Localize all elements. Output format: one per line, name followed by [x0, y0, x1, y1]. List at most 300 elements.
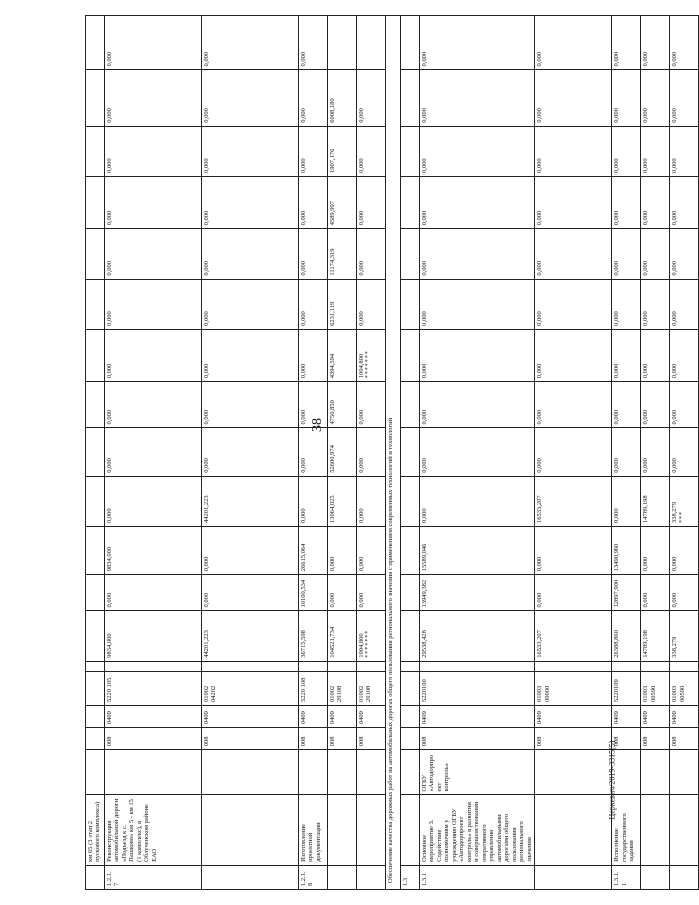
executor-cell	[612, 750, 641, 795]
vr-code-cell	[401, 661, 420, 671]
table-row	[670, 16, 699, 890]
value-cell	[105, 575, 202, 611]
value-cell	[535, 279, 612, 329]
executor-cell	[86, 750, 105, 795]
value-cell	[357, 476, 386, 526]
value-cell	[420, 126, 535, 176]
grbs-code-cell	[86, 728, 105, 750]
value-cell	[641, 575, 670, 611]
value-cell	[328, 382, 357, 428]
value-text: 0,000	[613, 409, 621, 425]
value-text: 4394,594	[329, 353, 336, 379]
value-cell	[670, 329, 699, 381]
value-text: 0,000	[642, 51, 650, 67]
value-text: 14789,198	[642, 495, 650, 523]
value-text: 0,000	[671, 363, 679, 379]
rzpr-code-cell: 0409	[612, 705, 641, 727]
value-cell	[202, 527, 299, 575]
grbs-code-cell: 008	[299, 728, 328, 750]
value-text: 0,000	[671, 311, 679, 326]
value-cell	[202, 229, 299, 279]
value-cell	[328, 329, 357, 381]
value-cell	[202, 575, 299, 611]
table-row	[202, 16, 299, 890]
value-cell	[535, 16, 612, 70]
vr-code-cell	[86, 661, 105, 671]
csr-code-cell	[86, 671, 105, 705]
value-cell	[299, 16, 328, 70]
grbs-code-cell: 008	[641, 728, 670, 750]
value-text: 16533,207	[536, 495, 544, 523]
grbs-code-cell: 008	[328, 728, 357, 750]
value-text: 0,000	[203, 409, 210, 425]
value-text: 0,000	[300, 311, 307, 326]
vr-code-cell	[670, 661, 699, 671]
row-name-cell: Основное мероприятие 3. Содействие полномочиям у учреждению ОГБУ «Автодорпроект контроль» в развитии и совершенствовании оперативного управления автомобильными дорогами общего пользования регионального значения	[420, 795, 535, 865]
value-cell	[357, 177, 386, 229]
value-cell	[86, 70, 105, 126]
value-cell	[641, 229, 670, 279]
value-text: 338,279	[671, 636, 679, 658]
grbs-code-cell: 008	[202, 728, 299, 750]
value-text: 0,000	[300, 508, 307, 523]
value-cell	[105, 177, 202, 229]
value-cell	[357, 70, 386, 126]
value-text: 0,000	[671, 158, 679, 174]
value-cell	[401, 476, 420, 526]
value-text: 0,000	[106, 508, 113, 523]
row-id-cell: 1.3.1	[420, 865, 535, 889]
value-text: 0,000	[300, 210, 307, 226]
value-cell	[535, 329, 612, 381]
value-cell	[357, 575, 386, 611]
value-cell	[401, 428, 420, 476]
executor-cell: ОГБУ «Автодорпроект контроль»	[420, 750, 535, 795]
table-row	[641, 16, 670, 890]
value-cell	[641, 126, 670, 176]
value-cell	[105, 126, 202, 176]
value-cell	[612, 527, 641, 575]
value-text: 36715,598	[300, 630, 307, 658]
value-text: 0,000	[613, 311, 621, 326]
csr-code-cell: 01003 00000	[535, 671, 612, 705]
row-id-cell	[86, 865, 105, 889]
grbs-code-cell: 008	[420, 728, 535, 750]
value-text: 0,000	[642, 158, 650, 174]
value-text: 13949,382	[421, 579, 428, 608]
rzpr-code-cell: 0409	[641, 705, 670, 727]
value-cell	[202, 70, 299, 126]
value-text: 0,000	[300, 261, 307, 276]
value-cell	[105, 428, 202, 476]
value-text: 0,000	[106, 592, 113, 608]
table-row	[86, 16, 105, 890]
row-name-cell: км 65 (3 этап 2 пускового комплекса)	[86, 795, 105, 865]
table-body	[86, 16, 699, 890]
value-text: 0,000	[203, 592, 210, 608]
value-text: 0,000	[536, 158, 544, 174]
value-cell	[612, 611, 641, 661]
value-text: 0,000	[358, 409, 365, 425]
value-cell	[535, 575, 612, 611]
value-cell	[105, 527, 202, 575]
row-name-cell	[641, 795, 670, 865]
table-row	[299, 16, 328, 890]
value-text: 0,000	[613, 363, 621, 379]
value-cell	[357, 229, 386, 279]
value-text: 104521,734	[329, 626, 336, 658]
value-cell	[328, 126, 357, 176]
value-cell	[86, 428, 105, 476]
value-cell	[612, 126, 641, 176]
value-text: 0,000	[671, 108, 679, 123]
csr-code-cell: 01003 00590	[641, 671, 670, 705]
value-text: 0,000	[421, 458, 428, 473]
value-text: 0,000	[613, 158, 621, 174]
row-name-cell: Реконструкция автомобильной дороги «Подъезд к с. Пашково» км 5 - км 15 (1 комплекс), в Облученском районе ЕАО	[105, 795, 202, 865]
value-text: 0,000	[421, 508, 428, 523]
value-cell	[105, 476, 202, 526]
grbs-code-cell: 008	[612, 728, 641, 750]
executor-cell	[535, 750, 612, 795]
value-cell	[86, 329, 105, 381]
value-text: 0,000	[203, 210, 210, 226]
value-text: 0,000	[421, 158, 428, 174]
row-id-cell	[328, 865, 357, 889]
value-cell	[105, 70, 202, 126]
value-cell	[612, 16, 641, 70]
budget-table	[85, 15, 699, 890]
footnote-marker: *******	[365, 629, 372, 658]
value-cell	[641, 527, 670, 575]
executor-cell	[401, 750, 420, 795]
value-cell	[357, 527, 386, 575]
section-heading-row	[386, 16, 401, 890]
value-cell	[357, 329, 386, 381]
value-cell	[105, 279, 202, 329]
value-cell	[357, 428, 386, 476]
csr-code-cell: 01002 20108	[328, 671, 357, 705]
value-text: 0,000	[203, 311, 210, 326]
table-row	[105, 16, 202, 890]
value-cell	[202, 329, 299, 381]
value-cell	[202, 126, 299, 176]
value-cell	[401, 177, 420, 229]
value-cell	[86, 575, 105, 611]
value-text: 10100,534	[300, 579, 307, 608]
value-text: 0,000	[358, 458, 365, 473]
vr-code-cell	[299, 661, 328, 671]
value-cell	[105, 229, 202, 279]
table-row	[420, 16, 535, 890]
value-text: 44201,223	[203, 630, 210, 658]
value-text: 29538,428	[421, 630, 428, 658]
value-text: 0,000	[613, 458, 621, 473]
value-cell	[420, 177, 535, 229]
value-cell	[612, 229, 641, 279]
value-text: 12897,900	[613, 579, 621, 608]
value-cell	[299, 279, 328, 329]
value-text: 0,000	[421, 51, 428, 67]
value-cell	[202, 611, 299, 661]
value-text: 0,000	[536, 261, 544, 276]
executor-cell	[670, 750, 699, 795]
value-cell	[202, 428, 299, 476]
value-cell	[328, 16, 357, 70]
value-cell	[670, 428, 699, 476]
value-cell	[299, 476, 328, 526]
value-text: 15589,046	[421, 543, 428, 572]
value-cell	[420, 329, 535, 381]
row-name-cell: Исполнение государственного задания	[612, 795, 641, 865]
value-text: 4589,997	[329, 200, 336, 226]
grbs-code-cell: 008	[535, 728, 612, 750]
value-cell	[401, 611, 420, 661]
rzpr-code-cell: 0409	[357, 705, 386, 727]
value-text: 13490,960	[613, 543, 621, 572]
rzpr-code-cell: 0409	[535, 705, 612, 727]
value-cell	[420, 611, 535, 661]
grbs-code-cell: 008	[105, 728, 202, 750]
row-id-cell: 1.3	[401, 865, 420, 889]
vr-code-cell	[612, 661, 641, 671]
csr-code-cell: 5220109	[612, 671, 641, 705]
value-text: 13064,025	[329, 495, 336, 523]
value-text: 0,000	[671, 556, 679, 572]
value-cell	[670, 611, 699, 661]
value-cell	[641, 382, 670, 428]
rzpr-code-cell: 0409	[105, 705, 202, 727]
value-text: 0,000	[106, 363, 113, 379]
value-text: 0,000	[300, 158, 307, 174]
value-cell	[420, 575, 535, 611]
rzpr-code-cell	[401, 705, 420, 727]
value-cell	[401, 382, 420, 428]
value-text: 0,000	[106, 108, 113, 123]
value-text: 0,000	[358, 592, 365, 608]
value-cell	[299, 382, 328, 428]
value-cell	[86, 16, 105, 70]
row-id-cell: 1.2.1.8	[299, 865, 328, 889]
vr-code-cell	[357, 661, 386, 671]
value-cell	[328, 70, 357, 126]
value-text: 0,000	[106, 158, 113, 174]
value-text: 0,000	[106, 261, 113, 276]
value-text: 44201,223	[203, 495, 210, 523]
value-cell	[535, 527, 612, 575]
value-cell	[401, 126, 420, 176]
rzpr-code-cell: 0409	[299, 705, 328, 727]
value-text: 0,000	[203, 261, 210, 276]
value-text: 0,000	[203, 363, 210, 379]
row-id-cell	[357, 865, 386, 889]
value-cell	[670, 279, 699, 329]
value-cell	[86, 476, 105, 526]
document-code: Церкевич/2019-3315(5)	[607, 740, 617, 820]
value-cell	[202, 476, 299, 526]
value-text: 0,000	[613, 108, 621, 123]
value-text: 0,000	[300, 363, 307, 379]
row-id-cell: 1.3.1.1	[612, 865, 641, 889]
grbs-code-cell: 008	[357, 728, 386, 750]
value-cell	[641, 611, 670, 661]
value-cell	[401, 329, 420, 381]
value-text: 0,000	[203, 556, 210, 572]
value-cell	[612, 279, 641, 329]
value-text: 26615,064	[300, 543, 307, 572]
value-cell	[401, 527, 420, 575]
value-cell	[202, 279, 299, 329]
value-cell	[641, 476, 670, 526]
value-text: 0,000	[642, 592, 650, 608]
value-cell	[328, 575, 357, 611]
value-cell	[612, 575, 641, 611]
value-cell	[299, 611, 328, 661]
value-cell	[641, 428, 670, 476]
executor-cell	[299, 750, 328, 795]
value-text: 0,000	[642, 458, 650, 473]
value-text: 0,000	[613, 210, 621, 226]
value-text: 14789,198	[642, 630, 650, 658]
vr-code-cell	[105, 661, 202, 671]
row-id-cell	[641, 865, 670, 889]
value-text: 0,000	[642, 210, 650, 226]
value-text: 0,000	[300, 51, 307, 67]
value-text: 0,000	[536, 556, 544, 572]
value-text: 0,000	[671, 458, 679, 473]
value-text: 0,000	[203, 108, 210, 123]
row-name-cell	[535, 795, 612, 865]
value-cell	[670, 126, 699, 176]
value-text: 0,000	[671, 210, 679, 226]
csr-code-cell: 01002 20108	[357, 671, 386, 705]
value-cell	[86, 611, 105, 661]
value-text: 0,000	[536, 311, 544, 326]
csr-code-cell	[401, 671, 420, 705]
value-text: 0,000	[642, 363, 650, 379]
value-text: 0,000	[106, 409, 113, 425]
executor-cell	[105, 750, 202, 795]
value-cell	[202, 177, 299, 229]
value-cell	[357, 611, 386, 661]
value-cell	[401, 279, 420, 329]
row-name-cell	[401, 795, 420, 865]
footnote-marker: ***	[678, 511, 685, 523]
value-text: 0,000	[642, 311, 650, 326]
grbs-code-cell: 008	[670, 728, 699, 750]
value-cell	[420, 229, 535, 279]
executor-cell	[202, 750, 299, 795]
value-text: 0,000	[536, 458, 544, 473]
value-text: 4750,850	[329, 400, 336, 425]
value-cell	[86, 229, 105, 279]
value-text: 0,000	[300, 108, 307, 123]
value-text: 0,000	[358, 210, 365, 226]
value-cell	[105, 16, 202, 70]
value-cell	[202, 382, 299, 428]
value-cell	[299, 126, 328, 176]
value-cell	[670, 16, 699, 70]
row-id-cell	[202, 865, 299, 889]
table-row	[612, 16, 641, 890]
vr-code-cell	[641, 661, 670, 671]
rzpr-code-cell: 0409	[328, 705, 357, 727]
value-text: 0,000	[358, 556, 365, 572]
rzpr-code-cell	[86, 705, 105, 727]
value-text: 16533,207	[536, 630, 544, 658]
value-text: 0,000	[421, 409, 428, 425]
value-cell	[641, 70, 670, 126]
value-cell	[612, 428, 641, 476]
value-text: 11174,319	[329, 248, 336, 276]
value-text: 0,000	[106, 51, 113, 67]
value-cell	[328, 611, 357, 661]
value-text: 0,000	[358, 158, 365, 174]
value-text: 0,000	[642, 108, 650, 123]
value-cell	[612, 70, 641, 126]
value-cell	[641, 16, 670, 70]
value-cell	[328, 527, 357, 575]
rzpr-code-cell: 0409	[202, 705, 299, 727]
value-cell	[299, 229, 328, 279]
value-text: 6008,180	[329, 98, 336, 123]
row-name-cell: Изготовление проектной документации	[299, 795, 328, 865]
value-cell	[670, 476, 699, 526]
value-text: 0,000	[421, 210, 428, 226]
page-number: 38	[310, 418, 325, 432]
value-text: 0,000	[613, 261, 621, 276]
table-row	[328, 16, 357, 890]
value-text: 0,000	[613, 508, 621, 523]
value-cell	[299, 70, 328, 126]
section-heading: Обеспечение качества дорожных работ на автомобильных дорогах общего пользования регионального значения с применением современных технологий и технологий	[386, 16, 401, 890]
row-id-cell	[670, 865, 699, 889]
value-cell	[670, 229, 699, 279]
value-cell	[105, 382, 202, 428]
value-cell	[420, 527, 535, 575]
vr-code-cell	[202, 661, 299, 671]
value-cell	[86, 527, 105, 575]
value-cell	[670, 70, 699, 126]
value-cell	[86, 279, 105, 329]
value-cell	[535, 476, 612, 526]
value-text: 0,000	[300, 458, 307, 473]
value-cell	[641, 279, 670, 329]
value-cell	[328, 428, 357, 476]
value-cell	[670, 382, 699, 428]
value-cell	[357, 16, 386, 70]
executor-cell	[357, 750, 386, 795]
value-text: 9834,000	[106, 546, 113, 572]
value-cell	[401, 16, 420, 70]
value-text: 0,000	[421, 311, 428, 326]
csr-code-cell: 01003 00590	[670, 671, 699, 705]
value-text: 0,000	[642, 409, 650, 425]
value-text: 0,000	[203, 158, 210, 174]
csr-code-cell: 5220100	[420, 671, 535, 705]
value-cell	[299, 177, 328, 229]
value-cell	[670, 575, 699, 611]
row-name-cell	[670, 795, 699, 865]
row-name-cell	[328, 795, 357, 865]
value-cell	[420, 428, 535, 476]
rzpr-code-cell: 0409	[420, 705, 535, 727]
value-text: 0,000	[358, 108, 365, 123]
value-text: 0,000	[300, 409, 307, 425]
value-cell	[535, 229, 612, 279]
value-cell	[299, 329, 328, 381]
value-cell	[357, 382, 386, 428]
